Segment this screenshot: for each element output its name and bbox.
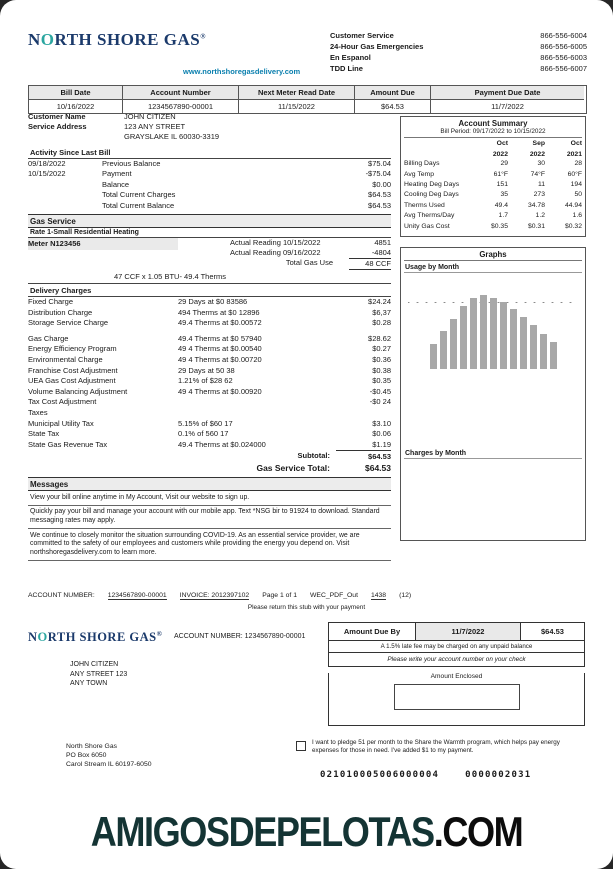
charge-calc: 49 4 Therms at $0.00720 xyxy=(178,355,262,364)
year-col: 2022 xyxy=(492,150,508,158)
summary-value: $0.31 xyxy=(527,222,545,230)
charge-amount: $0.38 xyxy=(372,365,391,375)
summary-value: 1.6 xyxy=(572,212,582,220)
check-note: Please write your account number on your check xyxy=(328,653,585,667)
company-remit-address xyxy=(66,742,152,769)
summary-row xyxy=(404,180,582,190)
summary-label: Heating Deg Days xyxy=(404,181,460,188)
contact-row xyxy=(330,30,587,41)
subtotal-label: Subtotal: xyxy=(297,451,330,461)
charge-row xyxy=(28,308,391,319)
usage-bar xyxy=(500,302,507,369)
activity-amount: -$75.04 xyxy=(365,169,391,179)
reading-label: Total Gas Use xyxy=(285,258,333,268)
summary-value: 34.78 xyxy=(527,201,545,209)
summary-value: 74°F xyxy=(530,170,545,178)
charge-calc: 49.4 Therms at $0.024000 xyxy=(178,439,266,449)
bill-info-table xyxy=(28,85,587,114)
bill-detail-column xyxy=(28,112,391,561)
charges-by-month-title: Charges by Month xyxy=(404,447,582,459)
summary-value: 35 xyxy=(500,191,508,199)
meter-reading-row xyxy=(178,238,391,248)
charge-row xyxy=(28,334,391,345)
month-col: Sep xyxy=(532,140,545,147)
watermark xyxy=(15,810,597,857)
usage-bar xyxy=(480,295,487,369)
charge-amount: -$0.45 xyxy=(369,386,391,396)
activity-amount: $75.04 xyxy=(368,159,391,168)
activity-amount: $64.53 xyxy=(368,190,391,200)
account-number-header: Account Number xyxy=(123,86,239,100)
summary-value: 273 xyxy=(533,191,545,199)
stub-logo xyxy=(28,630,162,645)
summary-row xyxy=(404,190,582,200)
summary-value: 11 xyxy=(537,181,545,188)
due-date-value: 11/7/2022 xyxy=(415,623,520,640)
reading-value: -4804 xyxy=(371,248,391,258)
contact-row xyxy=(330,52,587,63)
payment-due-date-value: 11/7/2022 xyxy=(491,102,524,111)
registered-mark: ® xyxy=(200,32,206,41)
address-line: JOHN CITIZEN xyxy=(70,661,119,668)
contact-label: 24-Hour Gas Emergencies xyxy=(330,42,424,51)
delivery-charges-title: Delivery Charges xyxy=(28,284,391,297)
summary-value: 60°F xyxy=(567,170,582,178)
charge-amount: $0.06 xyxy=(372,429,391,439)
activity-date xyxy=(28,201,102,211)
charge-amount: $0.35 xyxy=(372,376,391,386)
account-summary-box xyxy=(400,116,586,237)
charge-row xyxy=(28,366,391,377)
charge-desc: Storage Service Charge xyxy=(28,318,109,328)
reading-label: Actual Reading 09/16/2022 xyxy=(230,248,321,258)
charge-calc xyxy=(178,408,336,419)
charge-desc: State Gas Revenue Tax xyxy=(28,439,108,449)
charge-desc: Tax Cost Adjustment xyxy=(28,397,97,407)
ccf-conversion-line: 47 CCF x 1.05 BTU- 49.4 Therms xyxy=(28,270,391,284)
activity-date xyxy=(28,180,102,190)
bill-info-header-row xyxy=(29,86,586,100)
micr-right: 0000002031 xyxy=(465,770,532,780)
message-item: Quickly pay your bill and manage your account with our mobile app. Text *NSG bir to 91924 to download. Standard messaging rates may apply. xyxy=(28,506,391,529)
logo-text-rest: RTH SHORE GAS xyxy=(54,30,201,49)
charge-calc: 5.15% of $60 17 xyxy=(178,418,233,428)
activity-date: 09/18/2022 xyxy=(28,159,66,168)
logo-text: N xyxy=(28,630,38,645)
amount-due-by-label: Amount Due By xyxy=(343,627,401,636)
contact-row xyxy=(330,41,587,52)
charge-desc: Fixed Charge xyxy=(28,297,74,307)
charge-desc: State Tax xyxy=(28,429,60,439)
charge-row xyxy=(28,376,391,387)
subtotal-row xyxy=(28,450,391,462)
usage-bar xyxy=(440,331,447,369)
summary-row xyxy=(404,170,582,180)
address-line: Carol Stream IL 60197-6050 xyxy=(66,761,152,768)
summary-value: 1.7 xyxy=(498,212,508,220)
next-meter-read-value: 11/15/2022 xyxy=(239,100,355,113)
amount-enclosed-label: Amount Enclosed xyxy=(430,673,483,680)
charge-amount: $24.24 xyxy=(368,297,391,307)
bill-period: Bill Period: 09/17/2022 to 10/15/2022 xyxy=(404,128,582,138)
summary-row xyxy=(404,211,582,221)
amount-due-value: $64.53 xyxy=(520,623,584,640)
payment-due-date-header: Payment Due Date xyxy=(431,86,584,100)
payment-stub xyxy=(28,620,585,796)
charge-calc: 49.4 Therms at $0.00572 xyxy=(178,318,262,328)
activity-desc: Total Current Balance xyxy=(102,200,175,210)
contact-label: Customer Service xyxy=(330,31,394,40)
contact-label: TDD Line xyxy=(330,64,363,73)
charge-row xyxy=(28,440,391,451)
service-address-line2: GRAYSLAKE IL 60030-3319 xyxy=(124,132,220,141)
summary-label: Unity Gas Cost xyxy=(404,222,450,230)
service-address-label: Service Address xyxy=(28,122,87,131)
month-col: Oct xyxy=(496,140,508,147)
service-address-row xyxy=(28,122,391,132)
contact-list xyxy=(330,30,587,74)
charge-row xyxy=(28,355,391,366)
return-stub-note: Please return this stub with your payment xyxy=(247,604,366,611)
charge-calc: 29 Days at 50 38 xyxy=(178,365,235,375)
charge-amount: $0.28 xyxy=(372,318,391,328)
stub-account-value: 1234567890-00001 xyxy=(107,592,167,599)
stub-page: Page 1 of 1 xyxy=(262,592,297,599)
activity-date: 10/15/2022 xyxy=(28,169,66,179)
account-number-value: 1234567890-00001 xyxy=(123,100,239,113)
charge-desc: Environmental Charge xyxy=(28,355,103,364)
meter-readings xyxy=(178,238,391,270)
activity-desc: Balance xyxy=(102,179,130,189)
charge-desc: Energy Efficiency Program xyxy=(28,344,117,354)
activity-amount: $0.00 xyxy=(372,179,391,189)
watermark-name: AMIGOSDEPELOTAS xyxy=(90,809,434,857)
pledge-checkbox[interactable] xyxy=(296,741,306,751)
total-gas-use-row xyxy=(178,258,391,270)
gas-service-total-label: Gas Service Total: xyxy=(256,463,330,474)
contact-label: En Espanol xyxy=(330,53,371,62)
customer-name-row xyxy=(28,112,391,122)
summary-value: 29 xyxy=(500,160,508,168)
usage-bar xyxy=(450,319,457,369)
charge-calc: 494 Therms at $0 12896 xyxy=(178,307,260,317)
micr-left: 021010005006000004 xyxy=(320,770,440,780)
address-line: PO Box 6050 xyxy=(66,752,107,759)
next-meter-read-header: Next Meter Read Date xyxy=(239,86,355,100)
charge-calc: 29 Days at $0 83586 xyxy=(178,297,248,307)
summary-row xyxy=(404,159,582,169)
summary-value: 50 xyxy=(574,191,582,199)
subtotal-amount: $64.53 xyxy=(336,450,391,462)
amount-due-header: Amount Due xyxy=(355,86,431,100)
activity-desc: Total Current Charges xyxy=(102,190,176,200)
summary-value: 30 xyxy=(537,160,545,168)
logo-text: N xyxy=(28,30,41,49)
reading-value: 48 CCF xyxy=(349,258,391,270)
message-item: We continue to closely monitor the situation surrounding COVID-19. As an essential service provider, we are committed to the safety of our employees and customers while providing the energy you depend on. Visit northshoregasdelivery.com to learn more. xyxy=(28,529,391,561)
charge-desc: Municipal Utility Tax xyxy=(28,418,94,428)
summary-label: Cooling Deg Days xyxy=(404,191,459,199)
reading-value: 4851 xyxy=(374,238,391,248)
year-col: 2021 xyxy=(566,150,582,158)
logo-text-rest: RTH SHORE GAS xyxy=(47,630,157,645)
summary-value: 1.2 xyxy=(535,212,545,220)
activity-desc: Payment xyxy=(102,169,132,179)
graphs-title: Graphs xyxy=(404,250,582,261)
summary-label: Therms Used xyxy=(404,201,445,209)
customer-name-label: Customer Name xyxy=(28,112,86,121)
amount-enclosed-input[interactable] xyxy=(394,684,520,710)
charge-row xyxy=(28,297,391,308)
charge-desc: Volume Balancing Adjustment xyxy=(28,386,128,396)
summary-value: $0.35 xyxy=(490,222,508,230)
gas-service-total-amount: $64.53 xyxy=(365,463,391,474)
website-link[interactable]: www.northshoregasdelivery.com xyxy=(183,67,301,76)
charge-amount: $28.62 xyxy=(368,333,391,343)
usage-by-month-chart xyxy=(408,285,578,369)
usage-bar xyxy=(550,342,557,369)
summary-column xyxy=(400,116,586,541)
usage-bar xyxy=(510,309,517,369)
charge-desc: Distribution Charge xyxy=(28,307,93,317)
activity-row xyxy=(28,190,391,200)
micr-line xyxy=(320,770,531,780)
address-line: ANY TOWN xyxy=(70,680,108,687)
charge-calc: 1.21% of $28 62 xyxy=(178,376,233,386)
activity-date xyxy=(28,190,102,200)
summary-label: Avg Therms/Day xyxy=(404,212,455,220)
month-col: Oct xyxy=(570,140,582,147)
summary-year-header xyxy=(404,151,582,160)
charge-amount: $6,37 xyxy=(372,307,391,317)
account-summary-title: Account Summary xyxy=(458,119,528,128)
late-fee-note: A 1.5% late fee may be charged on any unpaid balance xyxy=(328,641,585,653)
customer-mailing-address xyxy=(70,660,127,689)
contact-phone: 866-556-6005 xyxy=(540,42,587,51)
usage-bar xyxy=(470,298,477,369)
summary-value: 61°F xyxy=(493,170,508,178)
address-line: ANY STREET 123 xyxy=(70,670,128,678)
logo-flame-o-icon: O xyxy=(40,30,55,49)
charge-row xyxy=(28,344,391,355)
charge-amount: $0.36 xyxy=(372,355,391,364)
address-line: North Shore Gas xyxy=(66,743,117,750)
gas-service-section-title: Gas Service xyxy=(28,214,391,228)
usage-bar xyxy=(490,298,497,369)
logo-flame-o-icon: O xyxy=(37,630,48,645)
summary-value: 151 xyxy=(496,181,508,188)
stub-wec: WEC_PDF_Out xyxy=(310,592,358,599)
reading-label: Actual Reading 10/15/2022 xyxy=(230,238,321,248)
charge-desc: Franchise Cost Adjustment xyxy=(28,365,118,375)
customer-name: JOHN CITIZEN xyxy=(124,112,176,121)
bill-date-value: 10/16/2022 xyxy=(29,100,123,113)
rate-line: Rate 1-Small Residential Heating xyxy=(28,228,391,238)
charge-desc: UEA Gas Cost Adjustment xyxy=(28,376,116,386)
watermark-tld: .COM xyxy=(433,809,523,857)
meter-block xyxy=(28,238,391,270)
charge-calc: 49 4 Therms at $0.00540 xyxy=(178,344,262,354)
charge-amount xyxy=(336,408,391,419)
summary-value: $0.32 xyxy=(564,222,582,230)
summary-row xyxy=(404,201,582,211)
charge-calc: 49.4 Therms at $0 57940 xyxy=(178,333,262,343)
charge-desc: Taxes xyxy=(28,407,48,417)
graphs-box xyxy=(400,247,586,541)
summary-value: 44.94 xyxy=(564,201,582,209)
amount-due-value: $64.53 xyxy=(355,100,431,113)
year-col: 2022 xyxy=(529,150,545,158)
gas-service-total-row xyxy=(28,462,391,474)
charge-row xyxy=(28,408,391,419)
summary-row xyxy=(404,222,582,232)
usage-bar xyxy=(530,325,537,369)
charge-row xyxy=(28,318,391,329)
meter-reading-row xyxy=(178,248,391,258)
summary-value: 194 xyxy=(570,181,582,188)
activity-amount: $64.53 xyxy=(368,200,391,210)
stub-num2: (12) xyxy=(399,592,412,599)
meter-number: Meter N123456 xyxy=(28,238,178,250)
charge-calc: 49 4 Therms at $0.00920 xyxy=(178,386,262,396)
activity-row xyxy=(28,180,391,190)
usage-bar xyxy=(430,344,437,369)
activity-desc: Previous Balance xyxy=(102,159,161,168)
charge-amount: $3.10 xyxy=(372,418,391,428)
registered-mark: ® xyxy=(156,630,163,638)
summary-label: Avg Temp xyxy=(404,170,434,178)
contact-phone: 866-556-6003 xyxy=(540,53,587,62)
usage-bar xyxy=(460,306,467,369)
stub-account-label: ACCOUNT NUMBER: xyxy=(28,592,95,599)
messages-section-title: Messages xyxy=(28,477,391,491)
charge-row xyxy=(28,419,391,430)
contact-row xyxy=(330,63,587,74)
activity-section-title: Activity Since Last Bill xyxy=(28,147,391,159)
charge-desc: Gas Charge xyxy=(28,333,69,343)
usage-bar xyxy=(520,317,527,369)
amount-due-row xyxy=(328,622,585,641)
charge-row xyxy=(28,387,391,398)
contact-phone: 866-556-6004 xyxy=(540,31,587,40)
activity-row xyxy=(28,169,391,179)
stub-invoice: INVOICE: 2012397102 xyxy=(179,592,250,599)
summary-value: 49.4 xyxy=(494,201,508,209)
charge-row xyxy=(28,397,391,408)
usage-by-month-title: Usage by Month xyxy=(404,261,582,273)
usage-bar xyxy=(540,334,547,369)
charge-row xyxy=(28,429,391,440)
summary-month-header xyxy=(404,140,582,149)
stub-meta-line xyxy=(28,592,585,600)
charge-calc xyxy=(178,397,336,408)
pledge-text: I want to pledge 51 per month to the Share the Warmth program, which helps pay energy expenses for those in need. I've added $1 to my payment. xyxy=(312,739,560,755)
service-address-line1: 123 ANY STREET xyxy=(124,122,186,131)
stub-num1: 1438 xyxy=(370,592,387,599)
contact-phone: 866-556-6007 xyxy=(540,64,587,73)
summary-value: 28 xyxy=(574,160,582,168)
bill-date-header: Bill Date xyxy=(29,86,123,100)
message-item: View your bill online anytime in My Account, Visit our website to sign up. xyxy=(28,491,391,506)
stub-account-number: ACCOUNT NUMBER: 1234567890-00001 xyxy=(174,633,306,640)
amount-due-box xyxy=(328,622,585,726)
activity-row xyxy=(28,201,391,211)
north-shore-gas-logo xyxy=(28,30,206,50)
amount-enclosed-area xyxy=(328,673,585,726)
charge-amount: $0.27 xyxy=(372,344,391,354)
charge-amount: $1.19 xyxy=(372,439,391,449)
summary-label: Billing Days xyxy=(404,160,440,168)
charge-amount: -$0 24 xyxy=(369,397,391,407)
charge-calc: 0.1% of 560 17 xyxy=(178,429,229,439)
activity-row xyxy=(28,159,391,169)
